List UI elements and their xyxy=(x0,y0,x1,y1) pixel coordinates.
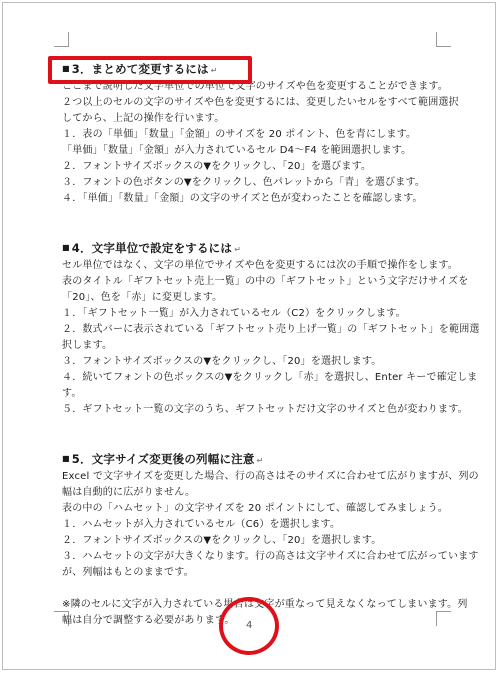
section-4-line: す。 xyxy=(62,388,82,399)
section-4-heading xyxy=(62,239,438,258)
section-5-line: ３．ハムセットの文字が大きくなります。行の高さは文字サイズに合わせて広がっています xyxy=(62,551,479,562)
paragraph-mark-icon: ↵ xyxy=(256,456,264,465)
section-5-line: 幅は自動的に広がりません。 xyxy=(62,487,196,498)
section-5-heading-text: 5．文字サイズ変更後の列幅に注意 xyxy=(71,452,255,466)
note-line: 幅は自分で調整する必要があります。 xyxy=(62,615,235,626)
section-3-line: ４．「単価」「数量」「金額」の文字のサイズと色が変わったことを確認します。 xyxy=(62,193,423,204)
crop-mark-bottom-right xyxy=(436,611,451,626)
section-5-line: Excel で文字サイズを変更した場合、行の高さはそのサイズに合わせて広がりますが、列の xyxy=(62,471,479,482)
empty-paragraph xyxy=(62,207,438,223)
page-number-circle-annotation xyxy=(219,597,279,655)
section-4-line: ２．数式バーに表示されている「ギフトセット売り上げ一覧」の「ギフトセット」を範囲選 xyxy=(62,324,480,335)
empty-paragraph xyxy=(62,434,438,450)
section-4-line: ３．フォントサイズボックスの▼をクリックし、「20」を選択します。 xyxy=(62,356,382,367)
section-3-line: ２．フォントサイズボックスの▼をクリックし、「20」を選びます。 xyxy=(62,161,372,172)
section-5-heading xyxy=(62,450,438,469)
page-number: 4 xyxy=(246,620,253,631)
document-body[interactable] xyxy=(62,60,480,629)
empty-paragraph xyxy=(62,418,438,434)
section-4-line: 択します。 xyxy=(62,340,113,351)
section-3-line: 「単価」「数量」「金額」が入力されているセル D4～F4 を範囲選択します。 xyxy=(62,145,412,156)
crop-mark-top-left xyxy=(54,32,69,47)
section-4-line: セル単位ではなく、文字の単位でサイズや色を変更するには次の手順で操作をします。 xyxy=(62,260,458,271)
section-3-line: してから、上記の操作を行います。 xyxy=(62,113,225,124)
empty-paragraph xyxy=(62,223,438,239)
note-line: ※隣のセルに文字が入力されている場合は文字が重なって見えなくなってしまいます。列 xyxy=(62,599,468,610)
bullet-icon: ■ xyxy=(62,454,70,463)
section-5-line: が、列幅はもとのままです。 xyxy=(62,567,194,578)
section-4-line: 表のタイトル「ギフトセット売上一覧」の中の「ギフトセット」という文字だけサイズを xyxy=(62,276,469,287)
section-3-line: ３．フォントの色ボタンの▼をクリックし、色パレットから「青」を選びます。 xyxy=(62,177,426,188)
section-4-line: ５．ギフトセット一覧の文字のうち、ギフトセットだけ文字のサイズと色が変わります。 xyxy=(62,404,468,415)
section-5-line: １．ハムセットが入力されているセル（C6）を選択します。 xyxy=(62,519,341,530)
paragraph-mark-icon: ↵ xyxy=(234,245,241,254)
section-3-line: ここまで説明した文字単位での単位で文字のサイズや色を変更することができます。 xyxy=(62,81,448,92)
empty-paragraph xyxy=(62,581,438,597)
section-4-line: １．「ギフトセット一覧」が入力されているセル（C2）をクリックします。 xyxy=(62,308,406,319)
bullet-icon: ■ xyxy=(62,243,70,252)
section-5-line: ２．フォントサイズボックスの▼をクリックし、「20」を選択します。 xyxy=(62,535,382,546)
heading-highlight-annotation xyxy=(48,56,252,84)
section-3-line: １．表の「単価」「数量」「金額」のサイズを 20 ポイント、色を青にします。 xyxy=(62,129,417,140)
crop-mark-top-right xyxy=(436,32,451,47)
paragraph-mark-icon: ↵ xyxy=(210,66,218,75)
section-4-line: 「20」、色を「赤」に変更します。 xyxy=(62,292,223,303)
section-3-heading-text: 3．まとめて変更するには xyxy=(71,62,209,76)
section-3-line: ２つ以上のセルの文字のサイズや色を変更するには、変更したいセルをすべて範囲選択 xyxy=(62,97,459,108)
section-4-line: ４．続いてフォントの色ボックスの▼をクリックし「赤」を選択し、Enter キーで確定しま xyxy=(62,372,478,383)
bullet-icon: ■ xyxy=(62,64,70,73)
section-4-heading-text: 4．文字単位で設定をするには xyxy=(71,241,233,255)
section-5-line: 表の中の「ハムセット」の文字サイズを 20 ポイントにして、確認してみましょう。 xyxy=(62,503,449,514)
